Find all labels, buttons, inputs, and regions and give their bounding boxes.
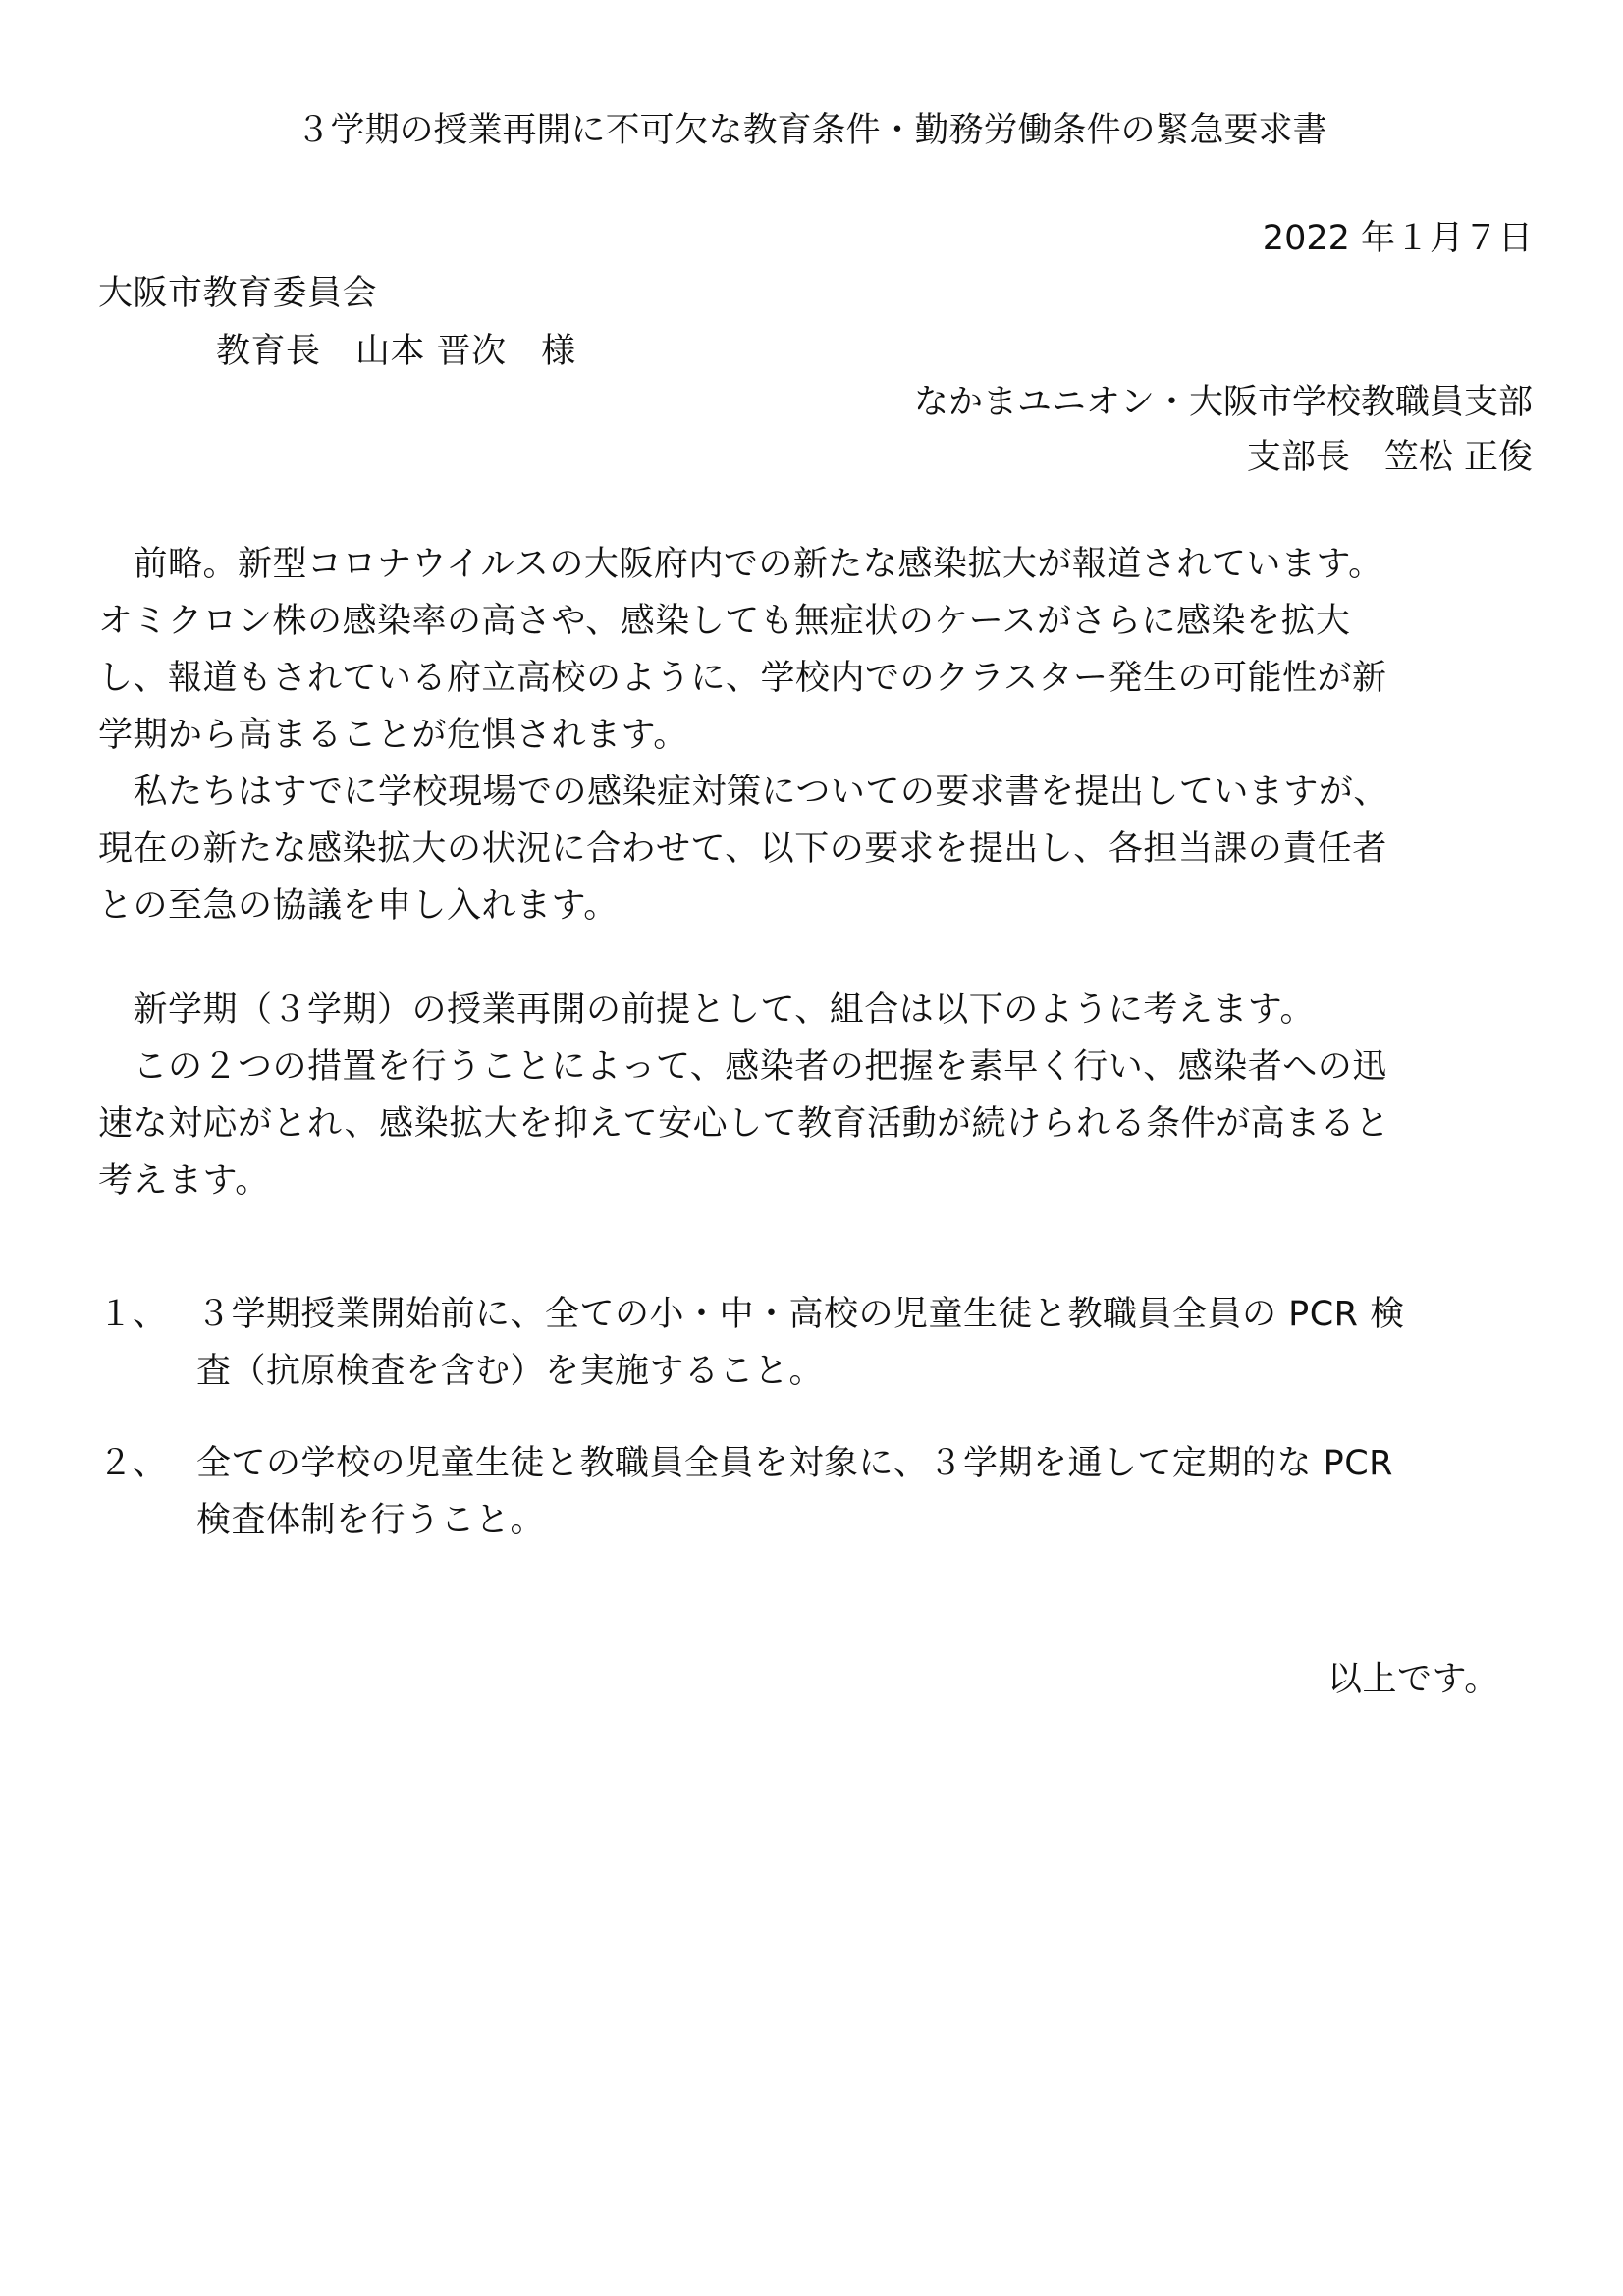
demand-2-line: 検査体制を行うこと。 bbox=[196, 1501, 546, 1540]
paragraph1-line: 前略。新型コロナウイルスの大阪府内での新たな感染拡大が報道されています。 bbox=[98, 545, 1383, 584]
recipient-person: 教育長 山本 晋次 様 bbox=[216, 332, 576, 371]
document-date: 2022 年１月７日 bbox=[1262, 219, 1533, 258]
paragraph3-line: 新学期（３学期）の授業再開の前提として、組合は以下のように考えます。 bbox=[98, 990, 1316, 1030]
demand-2-number: ２、 bbox=[98, 1444, 168, 1483]
paragraph4-line: 速な対応がとれ、感染拡大を抑えて安心して教育活動が続けられる条件が高まると bbox=[98, 1104, 1390, 1144]
demand-2-line: 全ての学校の児童生徒と教職員全員を対象に、３学期を通して定期的な PCR bbox=[196, 1444, 1393, 1483]
sender-person: 支部長 笠松 正俊 bbox=[1246, 438, 1533, 477]
demand-1-line: 査（抗原検査を含む）を実施すること。 bbox=[196, 1352, 825, 1391]
paragraph2-line: 現在の新たな感染拡大の状況に合わせて、以下の要求を提出し、各担当課の責任者 bbox=[98, 829, 1387, 869]
paragraph4-line: この２つの措置を行うことによって、感染者の把握を素早く行い、感染者への迅 bbox=[98, 1047, 1387, 1087]
paragraph1-line: 学期から高まることが危惧されます。 bbox=[98, 716, 688, 755]
paragraph1-line: し、報道もされている府立高校のように、学校内でのクラスター発生の可能性が新 bbox=[98, 659, 1387, 698]
paragraph1-line: オミクロン株の感染率の高さや、感染しても無症状のケースがさらに感染を拡大 bbox=[98, 602, 1351, 641]
paragraph2-line: との至急の協議を申し入れます。 bbox=[98, 886, 619, 926]
demand-1-line: ３学期授業開始前に、全ての小・中・高校の児童生徒と教職員全員の PCR 検 bbox=[196, 1295, 1405, 1334]
sender-org: なかまユニオン・大阪市学校教職員支部 bbox=[913, 383, 1533, 422]
paragraph4-line: 考えます。 bbox=[98, 1161, 270, 1201]
closing-text: 以上です。 bbox=[1327, 1660, 1499, 1699]
document-title: ３学期の授業再開に不可欠な教育条件・勤務労働条件の緊急要求書 bbox=[296, 111, 1327, 150]
paragraph2-line: 私たちはすでに学校現場での感染症対策についての要求書を提出していますが、 bbox=[98, 773, 1388, 812]
recipient-org: 大阪市教育委員会 bbox=[98, 274, 378, 313]
demand-1-number: １、 bbox=[98, 1295, 168, 1334]
